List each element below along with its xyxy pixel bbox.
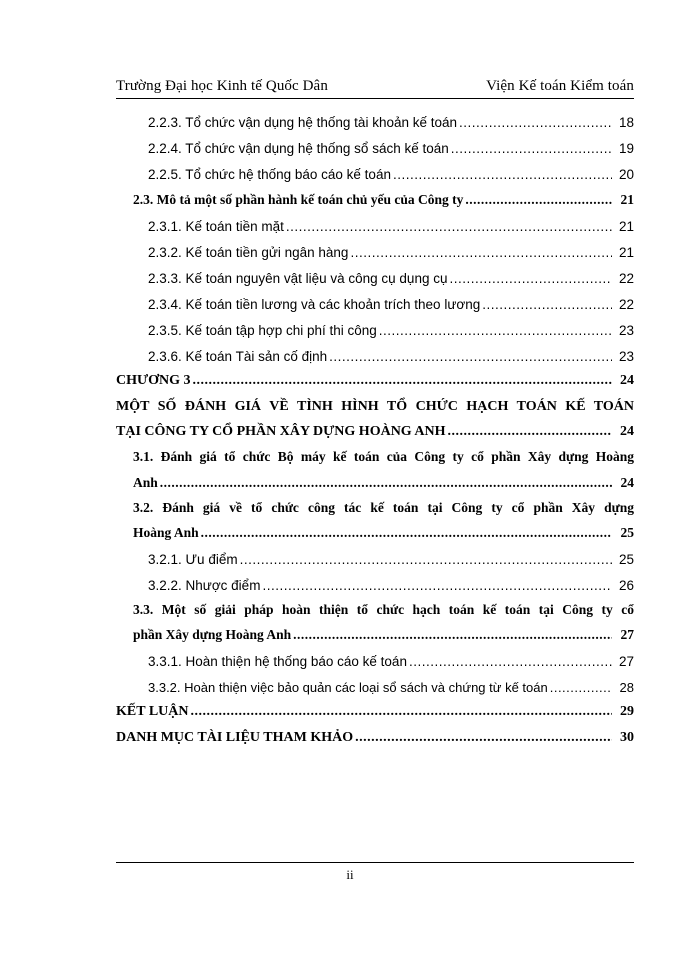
toc-entry-3-3-1[interactable] [148, 654, 634, 669]
toc-entry-title: 2.3. Mô tả một số phần hành kế toán chủ yếu của Công ty [133, 192, 464, 207]
toc-page-number: 19 [618, 141, 634, 156]
toc-entry-title: 3.2.1. Ưu điểm [148, 552, 238, 567]
toc-page-number: 24 [620, 373, 634, 388]
toc-leader-dots [201, 525, 612, 541]
toc-entry-3-2[interactable] [133, 525, 634, 541]
toc-page-number: 24 [620, 424, 634, 439]
toc-entry-title: 2.3.6. Kế toán Tài sản cố định [148, 349, 328, 364]
toc-page-number: 23 [618, 323, 634, 338]
toc-entry-2-3-1[interactable] [148, 219, 634, 234]
toc-leader-dots [465, 192, 612, 208]
toc-leader-dots [293, 627, 612, 643]
toc-leader-dots [393, 167, 612, 182]
toc-leader-dots [190, 704, 612, 720]
footer-divider [116, 862, 634, 863]
toc-entry-3-1-line1[interactable]: 3.1. Đánh giá tổ chức Bộ máy kế toán của Công ty cổ phần Xây dựng Hoàng [133, 449, 634, 464]
toc-entry-title: TẠI CÔNG TY CỔ PHẦN XÂY DỰNG HOÀNG ANH [116, 424, 446, 439]
toc-entry-2-2-5[interactable] [148, 167, 634, 182]
toc-entry-3-1[interactable] [133, 475, 634, 491]
toc-page-number: 27 [620, 627, 634, 642]
toc-page-number: 27 [618, 654, 634, 669]
toc-leader-dots [355, 730, 612, 746]
toc-leader-dots [193, 373, 612, 389]
toc-entry-title: 2.3.5. Kế toán tập hợp chi phí thi công [148, 323, 377, 338]
toc-entry-title: DANH MỤC TÀI LIỆU THAM KHẢO [116, 730, 354, 745]
toc-entry-2-3-6[interactable] [148, 349, 634, 364]
toc-leader-dots [379, 323, 612, 338]
toc-page-number: 21 [618, 219, 634, 234]
toc-page-number: 23 [618, 349, 634, 364]
toc-entry-3-3[interactable] [133, 627, 634, 643]
toc-page-number: 24 [620, 475, 634, 490]
toc-entry-title: 2.2.5. Tổ chức hệ thống báo cáo kế toán [148, 167, 391, 182]
toc-leader-dots [286, 219, 612, 234]
toc-page-number: 30 [620, 730, 634, 745]
toc-leader-dots [262, 578, 612, 593]
toc-page-number: 25 [618, 552, 634, 567]
toc-entry-3-2-2[interactable] [148, 578, 634, 593]
header-university: Trường Đại học Kinh tế Quốc Dân [116, 78, 328, 94]
toc-page-number: 22 [618, 297, 634, 312]
toc-entry-title: KẾT LUẬN [116, 704, 189, 719]
toc-entry-3-3-2[interactable] [148, 680, 634, 695]
toc-page-number: 26 [618, 578, 634, 593]
toc-entry-2-3[interactable] [133, 192, 634, 208]
toc-entry-3-2-1[interactable] [148, 552, 634, 567]
toc-entry-chapter-3-title[interactable] [116, 424, 634, 440]
toc-page-number: 28 [619, 680, 634, 695]
toc-leader-dots [449, 271, 612, 286]
toc-leader-dots [459, 115, 612, 130]
toc-entry-2-3-4[interactable] [148, 297, 634, 312]
toc-page-number: 20 [618, 167, 634, 182]
header-institute: Viện Kế toán Kiểm toán [486, 78, 634, 94]
toc-entry-conclusion[interactable] [116, 704, 634, 720]
toc-entry-title: Hoàng Anh [133, 525, 199, 540]
toc-page-number: 29 [620, 704, 634, 719]
toc-entry-references[interactable] [116, 730, 634, 746]
toc-entry-title: 2.3.3. Kế toán nguyên vật liệu và công cụ dụng cụ [148, 271, 448, 286]
page-header [116, 78, 634, 99]
toc-entry-title: CHƯƠNG 3 [116, 373, 191, 388]
toc-leader-dots [350, 245, 612, 260]
toc-entry-title: 3.3.2. Hoàn thiện việc bảo quản các loại sổ sách và chứng từ kế toán [148, 680, 548, 695]
toc-entry-2-2-3[interactable] [148, 115, 634, 130]
toc-entry-title: 2.3.4. Kế toán tiền lương và các khoản trích theo lương [148, 297, 481, 312]
toc-entry-2-3-3[interactable] [148, 271, 634, 286]
toc-leader-dots [550, 680, 612, 695]
toc-entry-title: 3.2.2. Nhược điểm [148, 578, 261, 593]
toc-entry-2-2-4[interactable] [148, 141, 634, 156]
toc-entry-title: 2.3.1. Kế toán tiền mặt [148, 219, 284, 234]
page-number: ii [346, 867, 354, 882]
toc-entry-3-2-line1[interactable]: 3.2. Đánh giá về tổ chức công tác kế toán tại Công ty cổ phần Xây dựng [133, 500, 634, 515]
toc-page-number: 18 [618, 115, 634, 130]
toc-entry-title: 2.3.2. Kế toán tiền gửi ngân hàng [148, 245, 349, 260]
toc-page-number: 21 [620, 192, 634, 207]
toc-entry-title: 2.2.3. Tổ chức vận dụng hệ thống tài khoản kế toán [148, 115, 458, 130]
toc-entry-3-3-line1[interactable]: 3.3. Một số giải pháp hoàn thiện tổ chức hạch toán kế toán tại Công ty cổ [133, 602, 634, 617]
toc-leader-dots [448, 424, 612, 440]
toc-entry-2-3-2[interactable] [148, 245, 634, 260]
toc-entry-title: Anh [133, 475, 158, 490]
toc-leader-dots [451, 141, 612, 156]
toc-leader-dots [409, 654, 612, 669]
toc-page-number: 25 [620, 525, 634, 540]
toc-chapter-3-title-line1[interactable]: MỘT SỐ ĐÁNH GIÁ VỀ TÌNH HÌNH TỔ CHỨC HẠCH TOÁN KẾ TOÁN [116, 399, 634, 414]
toc-entry-title: 3.3.1. Hoàn thiện hệ thống báo cáo kế toán [148, 654, 407, 669]
toc-leader-dots [482, 297, 612, 312]
toc-entry-2-3-5[interactable] [148, 323, 634, 338]
toc-leader-dots [160, 475, 612, 491]
toc-page-number: 21 [618, 245, 634, 260]
toc-entry-chapter-3[interactable] [116, 373, 634, 389]
toc-entry-title: phần Xây dựng Hoàng Anh [133, 627, 292, 642]
toc-entry-title: 2.2.4. Tổ chức vận dụng hệ thống sổ sách kế toán [148, 141, 449, 156]
toc-leader-dots [240, 552, 612, 567]
toc-leader-dots [329, 349, 612, 364]
toc-page-number: 22 [618, 271, 634, 286]
